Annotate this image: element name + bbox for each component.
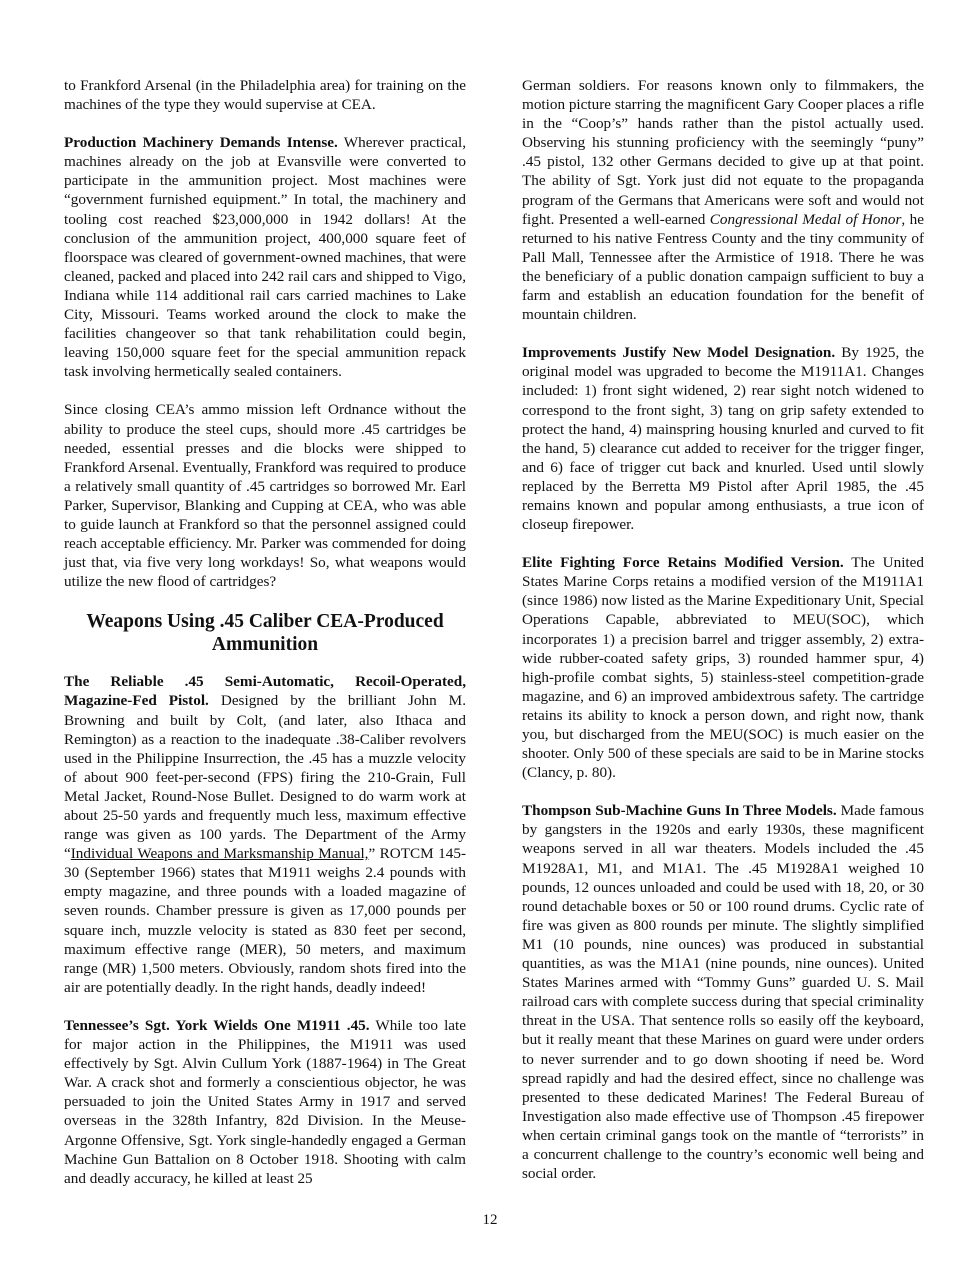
run-in-heading: Production Machinery Demands Intense. xyxy=(64,134,338,152)
run-in-heading: Thompson Sub-Machine Guns In Three Models. xyxy=(522,802,837,820)
run-in-heading: Tennessee’s Sgt. York Wields One M1911 .45. xyxy=(64,1016,370,1034)
page-number: 12 xyxy=(482,1212,498,1228)
paragraph-frankford-training: to Frankford Arsenal (in the Philadelphia area) for training on the machines of the type they would supervise at CEA. xyxy=(64,77,466,114)
left-column xyxy=(64,76,466,1207)
run-in-heading: Elite Fighting Force Retains Modified Version. xyxy=(522,554,844,572)
paragraph-reliable-pistol: The Reliable .45 Semi-Automatic, Recoil-Operated, Magazine-Fed Pistol. Designed by the brilliant John M. Browning and built by Colt, (and later, also Ithaca and Remington) as a reaction to the inadequate .38-Caliber revolvers used in the Philippine Insurrection, the .45 has a muzzle velocity of about 900 feet-per-second (FPS) firing the 210-Grain, Full Metal Jacket, Round-Nose Bullet. Designed to do warm work at about 25-50 yards and frequently much less, maximum effective range was given as 100 yards. The Department of the Army “Individual Weapons and Marksmanship Manual,” ROTCM 145-30 (September 1966) states that M1911 weighs 2.4 pounds with empty magazine, and three pounds with a loaded magazine of seven rounds. Chamber pressure is given as 17,000 pounds per square inch, muzzle velocity is stated as 830 feet per second, maximum effective range (MER), 50 meters, and maximum range (MR) 1,500 meters. Obviously, random shots fired into the air are potentially deadly. In the right hands, deadly indeed! xyxy=(64,673,466,996)
paragraph-new-model: Improvements Justify New Model Designation. By 1925, the original model was upgraded to become the M1911A1. Changes included: 1) front sight widened, 2) rear sight notch widened to correspond to the front sight, 3) tang on grip safety extended to protect the hand, 4) mainspring housing knurled and curved to fit the hand, 5) clearance cut added to receiver for the trigger finger, and 6) face of trigger cut back and knurled. Used until slowly replaced by the Berretta M9 Pistol after April 1985, the .45 remains known and popular among enthusiasts, a true icon of closeup firepower. xyxy=(522,344,924,534)
right-column xyxy=(522,76,924,1202)
run-in-heading: The Reliable .45 Semi-Automatic, Recoil-Operated, Magazine-Fed Pistol. xyxy=(64,673,466,710)
medal-title: Congressional Medal of Honor xyxy=(709,210,902,228)
paragraph-sgt-york: Tennessee’s Sgt. York Wields One M1911 .45. While too late for major action in the Philippines, the M1911 was used effectively by Sgt. Alvin Cullum York (1887-1964) in The Great War. A crack shot and formerly a conscientious objector, he was persuaded to join the United States Army in 1917 and served overseas in the 328th Infantry, 82d Division. In the Meuse-Argonne Offensive, Sgt. York single-handedly engaged a German Machine Gun Battalion on 8 October 1918. Shooting with calm and deadly accuracy, he killed at least 25 xyxy=(64,1016,466,1187)
section-heading: Weapons Using .45 Caliber CEA-Produced Ammunition xyxy=(86,611,444,656)
manual-title: Individual Weapons and Marksmanship Manual, xyxy=(70,845,369,863)
paragraph-york-continued: German soldiers. For reasons known only to filmmakers, the motion picture starring the magnificent Gary Cooper places a rifle in the “Coop’s” hands rather than the pistol actually used. Observing his stunning proficiency with the seemingly “puny” .45 pistol, 132 other Germans decided to give up at that point. The ability of Sgt. York just did not equate to the propaganda program of the Germans that Americans were soft and would not fight. Presented a well-earned Congressional Medal of Honor, he returned to his native Fentress County and the tiny community of Pall Mall, Tennessee after the Armistice of 1918. There he was the beneficiary of a public donation campaign sufficient to buy a farm and establish an education foundation for the benefit of mountain children. xyxy=(522,77,925,324)
paragraph-production-machinery: Production Machinery Demands Intense. Wherever practical, machines already on the job at Evansville were converted to participate in the ammunition project. Most machines were “government furnished equipment.” In total, the machinery and tooling cost reached $23,000,000 in 1942 dollars! At the conclusion of the ammunition project, 400,000 square feet of floorspace was cleared of government-owned machines, that were cleaned, packed and placed into 242 rail cars and shipped to Vigo, Indiana while 114 additional rail cars carried machines to Lake City, Missouri. Teams worked around the clock to make the facilities changeover so that tank rehabilitation could begin, leaving 150,000 square feet for the special ammunition repack task involving hermetically sealed containers. xyxy=(64,134,466,381)
run-in-heading: Improvements Justify New Model Designation. xyxy=(522,344,836,362)
paragraph-elite-force: Elite Fighting Force Retains Modified Version. The United States Marine Corps retains a modified version of the M1911A1 (since 1986) now listed as the Marine Expeditionary Unit, Special Operations Capable, abbreviated to MEU(SOC), which incorporates 1) a precision barrel and trigger assembly, 2) extra-wide rubber-coated safety grips, 3) rounded hammer spur, 4) high-profile combat sights, 5) stainless-steel competition-grade magazine, and 6) an improved ambidextrous safety. The cartridge retains its ability to knock a person down, and right now, thank you, but discharged from the MEU(SOC) is much easier on the shooter. Only 500 of these specials are said to be in Marine stocks (Clancy, p. 80). xyxy=(522,554,924,782)
paragraph-ammo-mission-closing: Since closing CEA’s ammo mission left Ordnance without the ability to produce the steel cups, should more .45 cartridges be needed, essential presses and die blocks were shipped to Frankford Arsenal. Eventually, Frankford was required to produce a relatively small quantity of .45 cartridges so borrowed Mr. Earl Parker, Supervisor, Blanking and Cupping at CEA, who was able to guide launch at Frankford so that the personnel assigned could reach acceptable efficiency. Mr. Parker was commended for doing just that, via five very long workdays! So, what weapons would utilize the new flood of cartridges? xyxy=(64,401,466,591)
paragraph-thompson: Thompson Sub-Machine Guns In Three Models. Made famous by gangsters in the 1920s and early 1930s, these magnificent weapons served in all war theaters. Models included the .45 M1928A1, M1, and M1A1. The .45 M1928A1 weighed 10 pounds, 12 ounces unloaded and could be used with 18, 20, or 30 round detachable boxes or 50 or 100 round drums. Cyclic rate of fire was given as 800 rounds per minute. The slightly simplified M1 (10 pounds, nine ounces) was produced in substantial quantities, as was the M1A1 (nine pounds, nine ounces). United States Marines armed with “Tommy Guns” guarded U. S. Mail railroad cars with complete success during that special criminality threat in the USA. That sentence rolls so easily off the keyboard, but it really meant that these Marines on guard were under orders to never surrender and to go down shooting if need be. Word spread rapidly and had the desired effect, since no challenge was presented to these dedicated Marines! The Federal Bureau of Investigation also made effective use of Thompson .45 firepower when certain criminal gangs took on the mantle of “terrorists” in a concurrent challenge to the country’s economic well being and social order. xyxy=(522,802,924,1183)
